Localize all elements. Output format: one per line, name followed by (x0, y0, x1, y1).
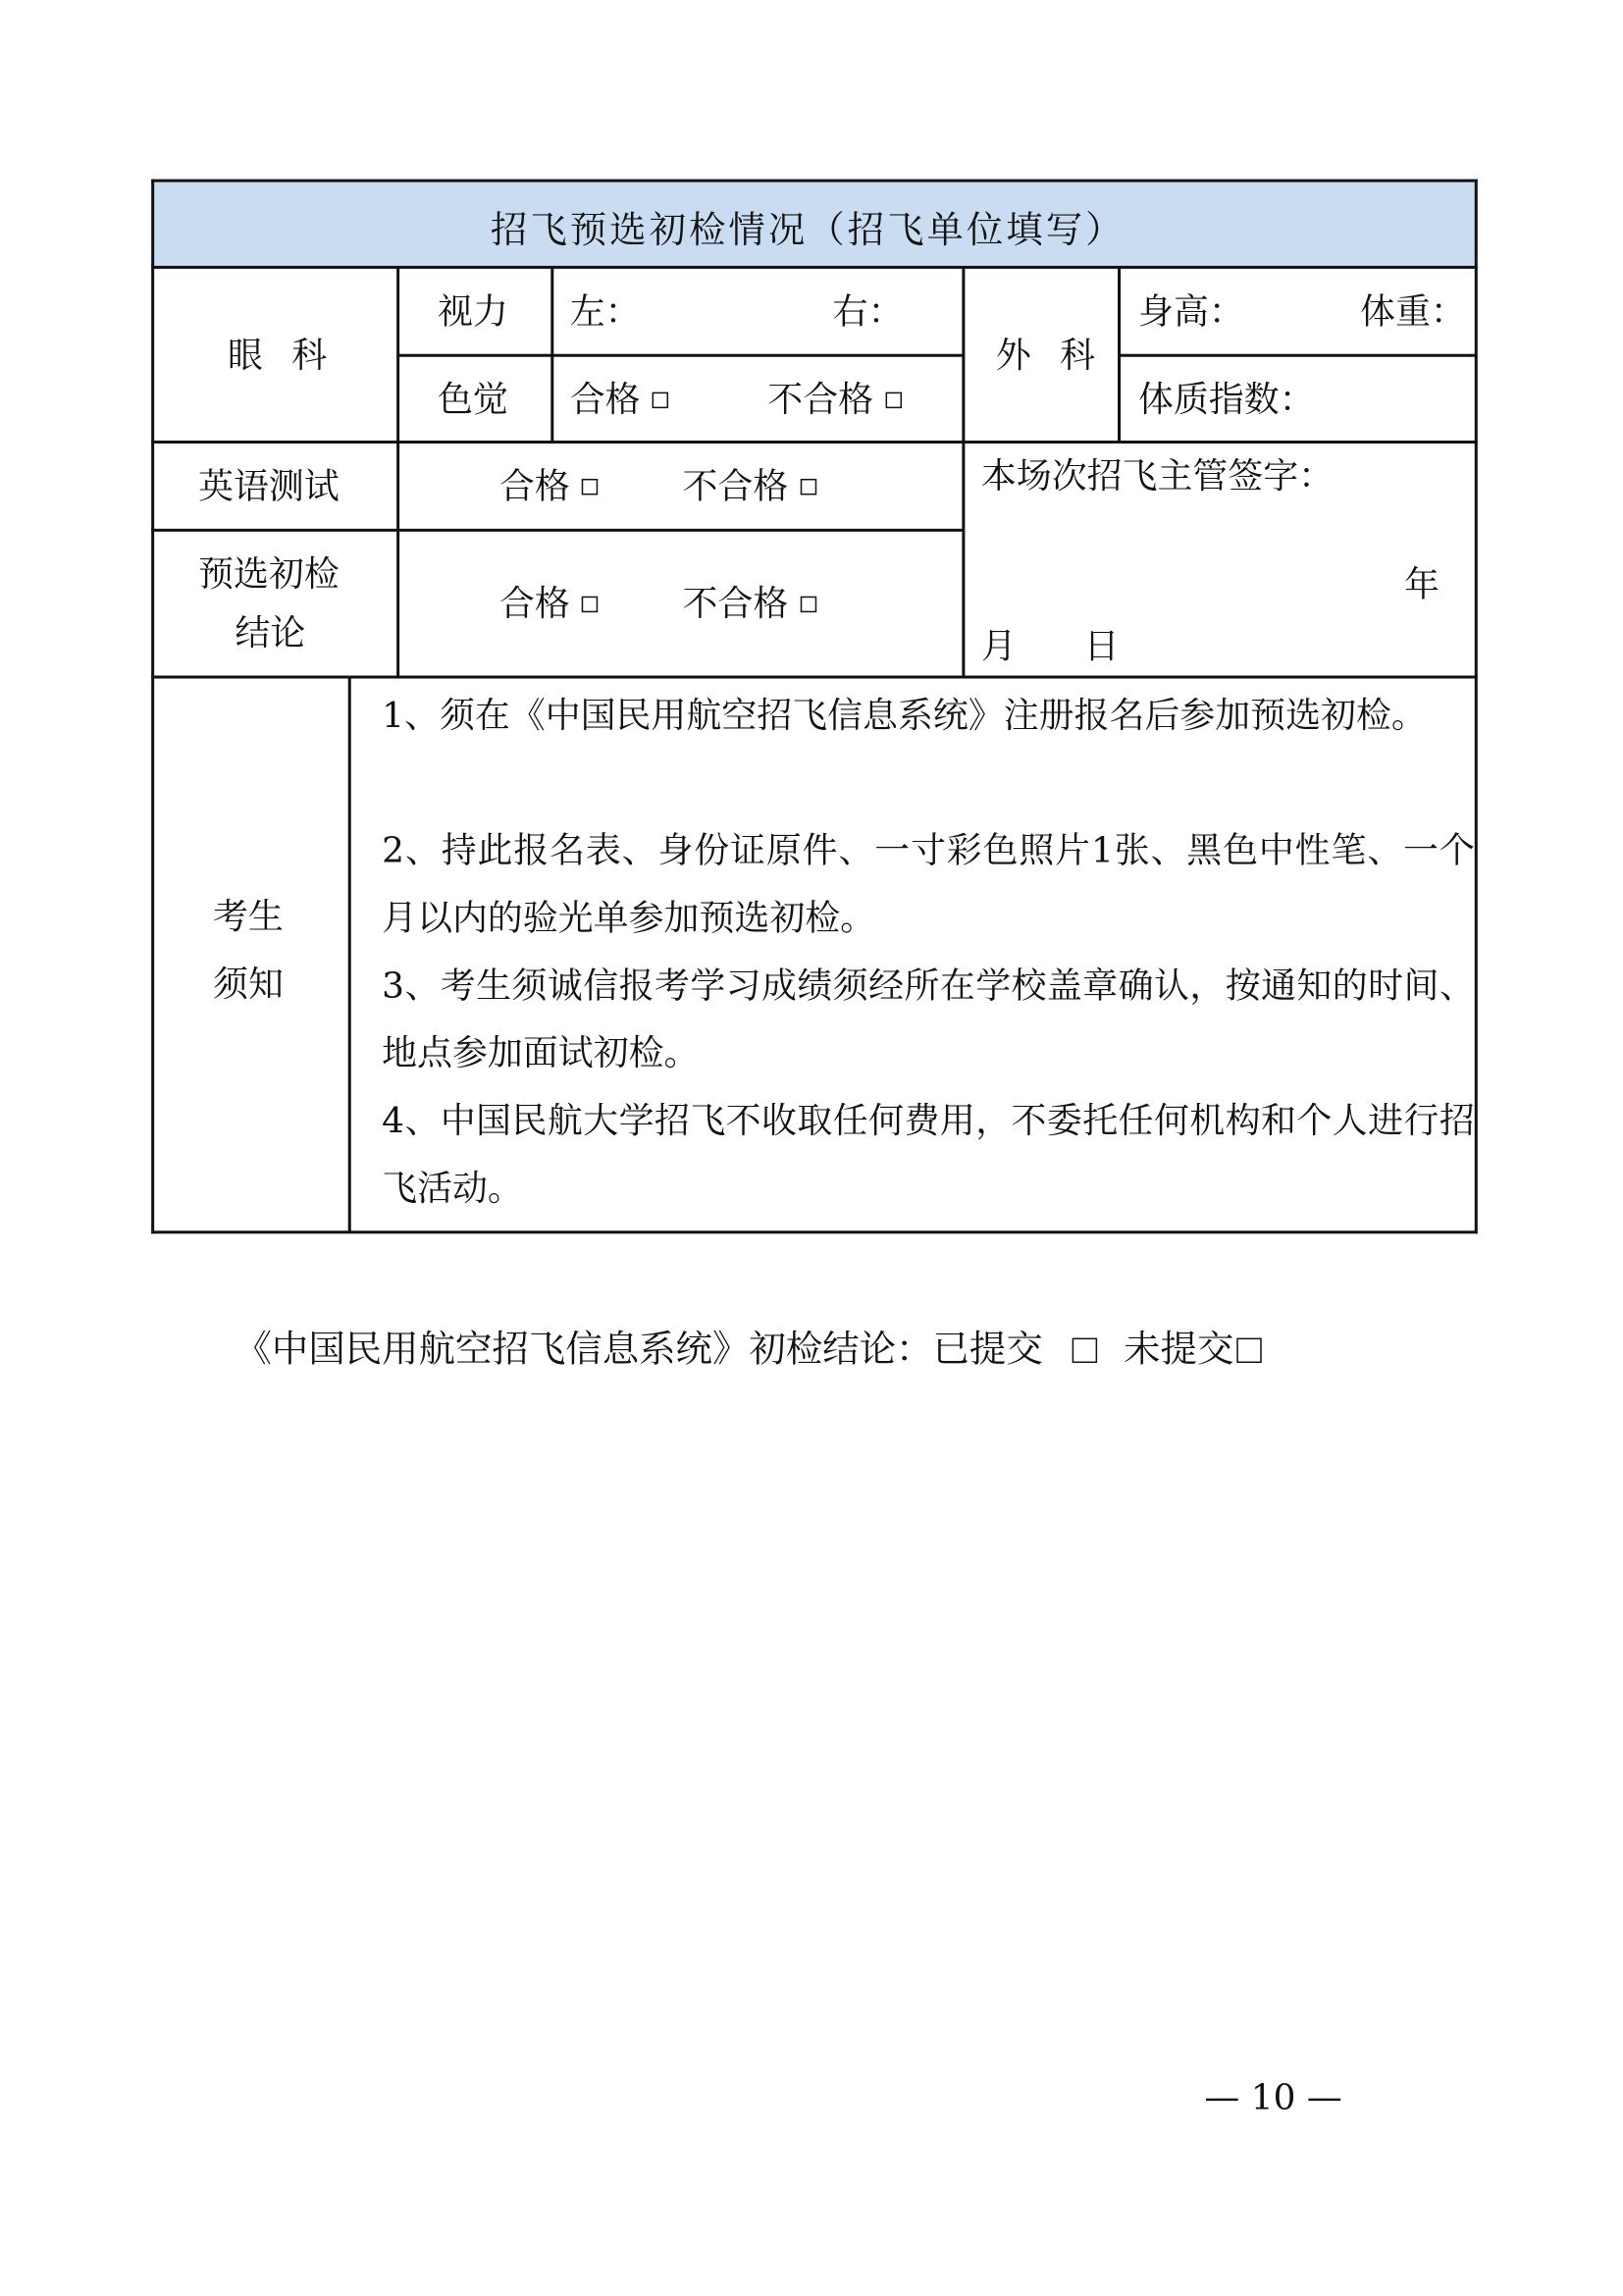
height-label: 身高： (1138, 290, 1244, 333)
submitted-option[interactable]: 已提交 (932, 1327, 1097, 1374)
table-header-title: 招飞预选初检情况（招飞单位填写） (490, 208, 1126, 251)
signature-day: 日 (1083, 625, 1120, 667)
color-vision-fail-option[interactable]: 不合格 (767, 378, 901, 422)
eye-exam-label: 眼 科 (228, 335, 337, 377)
vision-right-label: 右： (832, 290, 904, 333)
system-conclusion-label: 《中国民用航空招飞信息系统》初检结论： (235, 1328, 933, 1371)
checkbox[interactable] (582, 478, 598, 494)
signature-month: 月 (980, 625, 1017, 667)
notice-item-3: 3、考生须诚信报考学习成绩须经所在学校盖章确认，按通知的时间、地点参加面试初检。 (382, 965, 1475, 1074)
vision-left-label: 左： (569, 290, 641, 333)
conclusion-options (499, 582, 816, 626)
checkbox[interactable] (1073, 1337, 1097, 1362)
english-pass-option[interactable]: 合格 (499, 464, 598, 508)
checkbox[interactable] (800, 478, 815, 494)
supervisor-signature-label: 本场次招飞主管签字： (980, 455, 1335, 496)
english-test-label: 英语测试 (198, 465, 340, 507)
notice-label-line1: 考生 (213, 896, 284, 937)
conclusion-fail-option[interactable]: 不合格 (682, 582, 815, 626)
checkbox[interactable] (1236, 1337, 1261, 1362)
vision-label: 视力 (438, 290, 508, 333)
english-test-options (499, 464, 816, 508)
color-vision-options (570, 378, 902, 422)
conclusion-label-line2: 结论 (235, 612, 306, 654)
checkbox[interactable] (653, 391, 668, 407)
checkbox[interactable] (800, 596, 815, 611)
checkbox[interactable] (582, 596, 598, 611)
page-number: — 10 — (1204, 2076, 1342, 2118)
conclusion-label-line1: 预选初检 (198, 553, 340, 596)
english-fail-option[interactable]: 不合格 (682, 464, 815, 508)
color-vision-label: 色觉 (438, 379, 508, 421)
checkbox[interactable] (885, 391, 901, 407)
system-conclusion-line (235, 1327, 1261, 1374)
surgery-label: 外 科 (995, 335, 1105, 377)
weight-label: 体重： (1360, 290, 1466, 333)
bmi-label: 体质指数： (1138, 379, 1315, 421)
conclusion-pass-option[interactable]: 合格 (499, 582, 598, 626)
notice-item-1: 1、须在《中国民用航空招飞信息系统》注册报名后参加预选初检。 (382, 694, 1427, 736)
color-vision-pass-option[interactable]: 合格 (570, 378, 668, 422)
not-submitted-option[interactable]: 未提交 (1124, 1327, 1262, 1374)
notice-item-2: 2、持此报名表、身份证原件、一寸彩色照片1张、黑色中性笔、一个月以内的验光单参加预选初检。 (382, 829, 1475, 939)
notice-label-line2: 须知 (213, 963, 284, 1005)
notice-item-4: 4、中国民航大学招飞不收取任何费用，不委托任何机构和个人进行招飞活动。 (382, 1100, 1475, 1209)
signature-year: 年 (1403, 563, 1440, 605)
